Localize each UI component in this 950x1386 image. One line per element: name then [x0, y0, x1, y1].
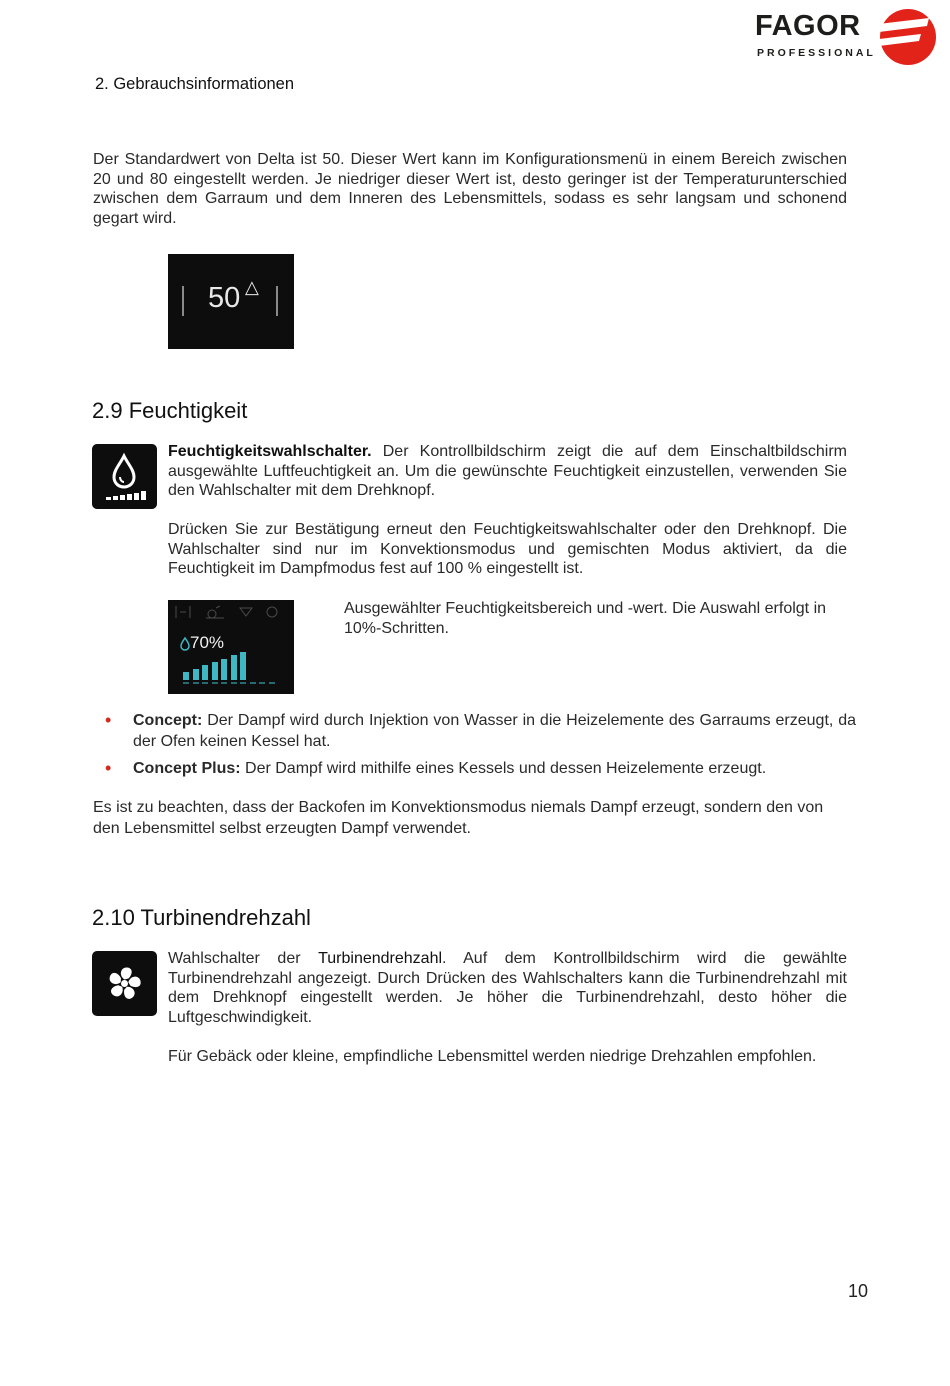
- turbine-selector-icon-box: [92, 951, 157, 1016]
- bullet-dot-icon: •: [105, 758, 112, 778]
- humidity-lead-bold: Feuchtigkeitswahlschalter.: [168, 443, 372, 460]
- humidity-step-tick: [221, 682, 227, 684]
- humidity-step-tick: [250, 682, 256, 684]
- bullet-concept: [105, 710, 856, 752]
- humidity-level-bar: [221, 659, 227, 680]
- humidity-drop-icon: [92, 444, 157, 509]
- fagor-logo: [755, 8, 940, 68]
- humidity-display-screen: [168, 600, 294, 694]
- bullet-concept-plus-text: Der Dampf wird mithilfe eines Kessels und dessen Heizelemente erzeugt.: [240, 760, 767, 777]
- humidity-level-bar: [193, 669, 199, 680]
- humidity-screen-caption: Ausgewählter Feuchtigkeitsbereich und -wert. Die Auswahl erfolgt in 10%-Schritten.: [344, 600, 827, 637]
- humidity-step-tick: [240, 682, 246, 684]
- humidity-paragraph-2: Drücken Sie zur Bestätigung erneut den Feuchtigkeitswahlschalter oder den Drehknopf. Die Wahlschalter sind nur im Konvektionsmodus und gemischten Modus aktiviert, da die Feuchtigkeit im Dampfmodus fest auf 100 % eingestellt ist.: [168, 521, 847, 577]
- humidity-step-tick: [183, 682, 189, 684]
- delta-value: 50: [208, 282, 241, 314]
- turbine-paragraph-2: Für Gebäck oder kleine, empfindliche Lebensmittel werden niedrige Drehzahlen empfohlen.: [168, 1048, 817, 1065]
- humidity-step-tick: [202, 682, 208, 684]
- turbine-lead-post: . Auf dem Kontrollbildschirm wird die gewählte Turbinendrehzahl angezeigt. Durch Drücken des Wahlschalters kann die Turbinendrehzahl mit dem Drehknopf eingestellt werden. Je höher die Turbinendrehzahl, desto höher die Luftgeschwindigkeit.: [168, 950, 847, 1026]
- section-header: 2. Gebrauchsinformationen: [95, 75, 295, 93]
- section-title-humidity: 2.9 Feuchtigkeit: [92, 398, 248, 423]
- humidity-step-tick: [231, 682, 237, 684]
- page-number: 10: [848, 1281, 869, 1301]
- display-divider-right: [276, 286, 278, 316]
- intro-paragraph: Der Standardwert von Delta ist 50. Dieser Wert kann im Konfigurationsmenü in einem Bereich zwischen 20 und 80 eingestellt werden. Je niedriger dieser Wert ist, desto geringer ist der Temperaturunterschied zwischen dem Garraum und dem Inneren des Lebensmittels, sodass es sehr langsam und schonend gegart wird.: [93, 151, 847, 227]
- humidity-screen-value: 70%: [190, 633, 225, 652]
- humidity-level-bar: [240, 652, 246, 680]
- delta-symbol-icon: △: [245, 277, 259, 297]
- logo-subtitle: PROFESSIONAL: [757, 47, 876, 59]
- fan-icon: [92, 951, 157, 1016]
- logo-brand: FAGOR: [755, 10, 861, 42]
- humidity-level-bars: [183, 644, 283, 684]
- humidity-level-bar: [231, 655, 237, 680]
- bullet-concept-plus: [105, 758, 856, 779]
- turbine-lead-pre: Wahlschalter der: [168, 950, 319, 967]
- humidity-level-bar: [183, 672, 189, 680]
- display-divider-left: [182, 286, 184, 316]
- humidity-lead-text: Der Kontrollbildschirm zeigt die auf dem Einschaltbildschirm ausgewählte Luftfeuchtigkeit an. Um die gewünschte Feuchtigkeit einzustellen, verwenden Sie den Wahlschalter mit dem Drehknopf.: [168, 443, 847, 499]
- bullet-concept-text: Der Dampf wird durch Injektion von Wasser in die Heizelemente des Garraums erzeugt, da der Ofen keinen Kessel hat.: [133, 712, 856, 750]
- humidity-level-bar: [212, 662, 218, 680]
- humidity-step-tick: [212, 682, 218, 684]
- humidity-note: Es ist zu beachten, dass der Backofen im Konvektionsmodus niemals Dampf erzeugt, sondern den von den Lebensmittel selbst erzeugten Dampf verwendet.: [93, 799, 824, 837]
- delta-display-screen: [168, 254, 294, 349]
- turbine-lead-emphasis: Turbinendrehzahl: [318, 950, 443, 967]
- bullet-concept-plus-bold: Concept Plus:: [133, 760, 241, 777]
- humidity-selector-icon-box: [92, 444, 157, 509]
- bullet-dot-icon: •: [105, 710, 112, 730]
- bullet-concept-bold: Concept:: [133, 712, 203, 729]
- humidity-step-tick: [259, 682, 265, 684]
- turbine-lead-paragraph: [168, 949, 847, 1027]
- humidity-level-bar: [202, 665, 208, 680]
- humidity-lead-paragraph: [168, 442, 847, 501]
- humidity-step-tick: [193, 682, 199, 684]
- section-title-turbine: 2.10 Turbinendrehzahl: [92, 905, 311, 930]
- fagor-logo-mark-icon: [877, 8, 939, 66]
- humidity-step-tick: [269, 682, 275, 684]
